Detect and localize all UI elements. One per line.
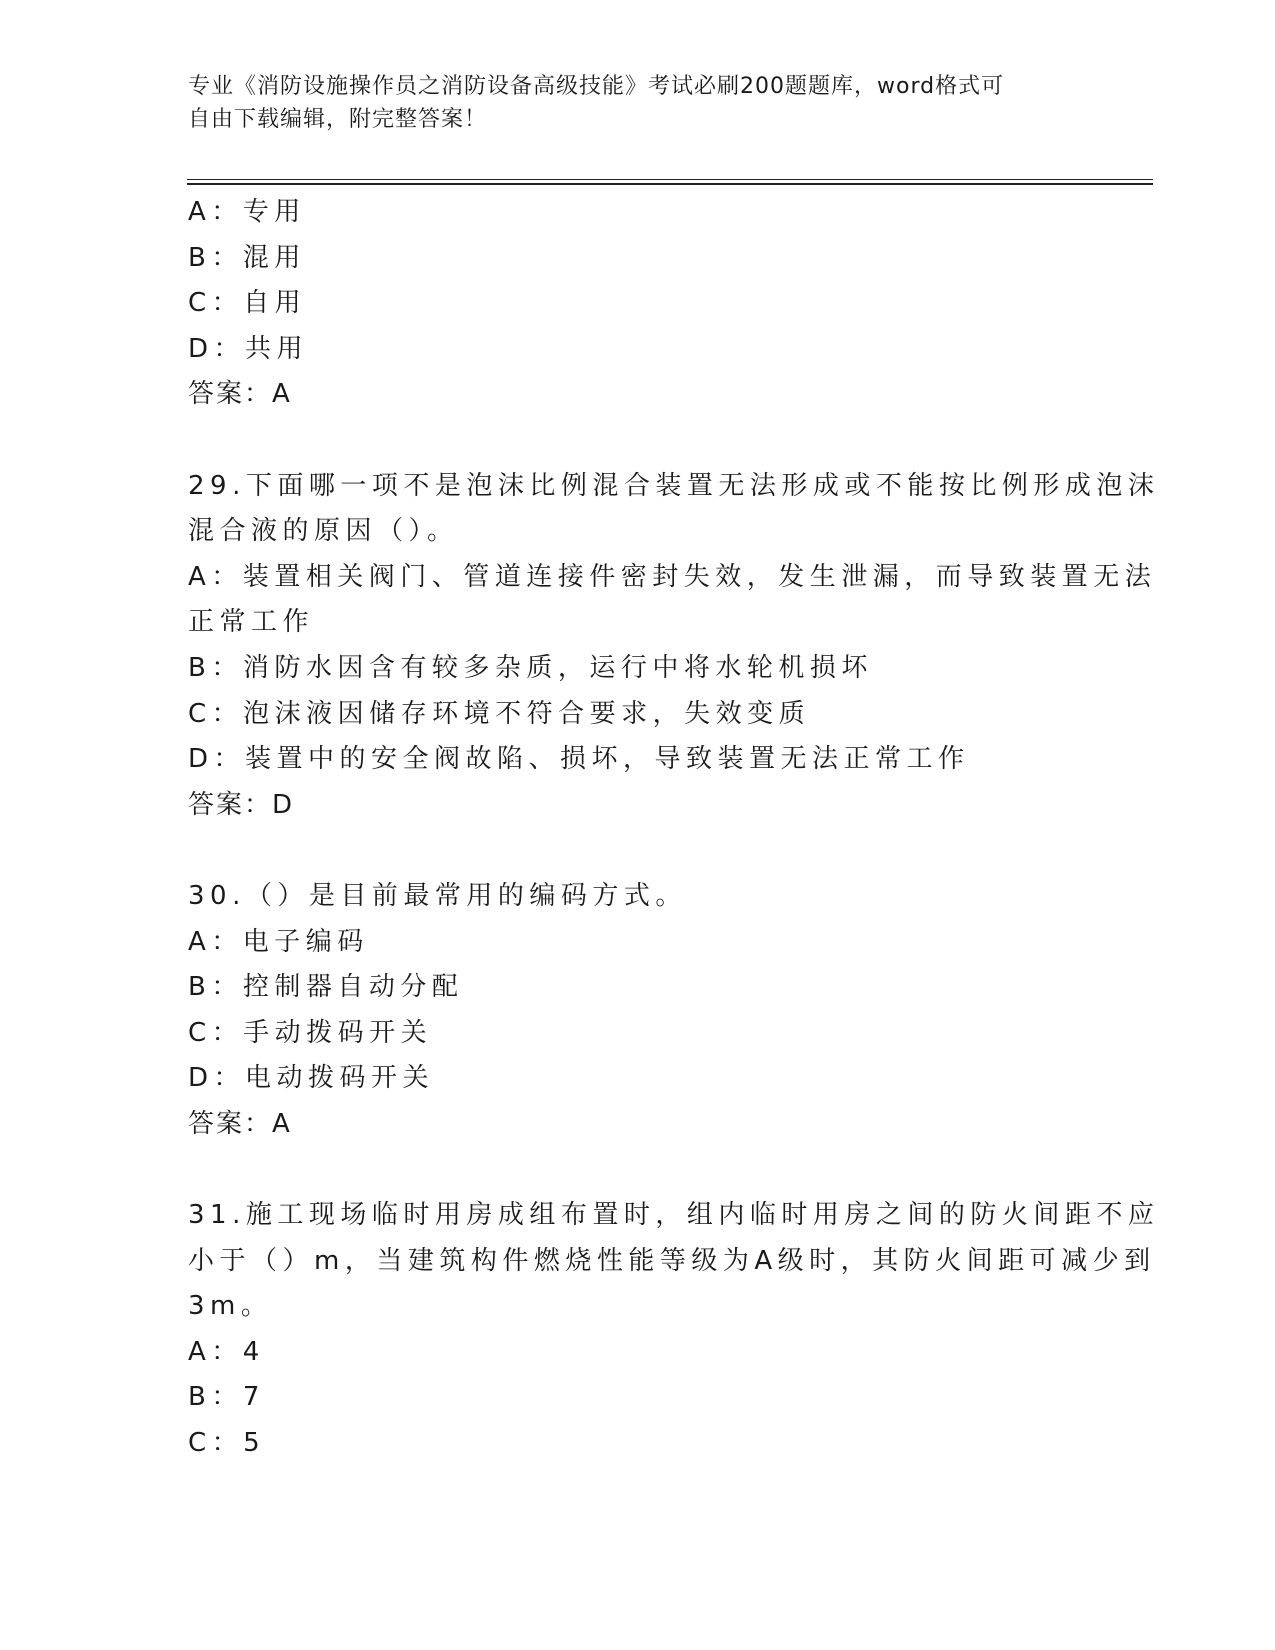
option-c: C：5	[188, 1428, 266, 1459]
option-a: A：装置相关阀门、管道连接件密封失效，发生泄漏，而导致装置无法	[188, 561, 1157, 592]
spacer	[188, 418, 1078, 464]
option-d: D：电动拨码开关	[188, 1063, 435, 1094]
option-a-continued: 正常工作	[188, 607, 315, 638]
spacer	[188, 1147, 1078, 1193]
question-31	[188, 1193, 1160, 1467]
question-29	[188, 464, 1160, 829]
spacer	[188, 828, 1078, 874]
question-stem: 31.施工现场临时用房成组布置时，组内临时用房之间的防火间距不应	[188, 1200, 1160, 1231]
answer: 答案：A	[188, 1108, 292, 1139]
question-stem: 29.下面哪一项不是泡沫比例混合装置无法形成或不能按比例形成泡沫	[188, 470, 1160, 501]
option-a: A：电子编码	[188, 926, 369, 957]
option-c: C：泡沫液因储存环境不符合要求，失效变质	[188, 698, 811, 729]
header-divider-thin	[187, 179, 1153, 180]
question-30	[188, 874, 1078, 1148]
question-stem: 3m。	[188, 1291, 273, 1322]
option-b: B：消防水因含有较多杂质，运行中将水轮机损坏	[188, 652, 873, 683]
option-b: B：7	[188, 1382, 265, 1413]
option-d: D：共用	[188, 333, 309, 364]
option-a: A：4	[188, 1336, 265, 1367]
header-line-2: 自由下载编辑，附完整答案！	[188, 107, 488, 132]
question-stem: 混合液的原因（）。	[188, 516, 459, 547]
option-a: A：专用	[188, 197, 306, 227]
option-c: C：自用	[188, 288, 307, 319]
option-b: B：控制器自动分配	[188, 972, 464, 1003]
option-c: C：手动拨码开关	[188, 1017, 433, 1048]
option-d: D：装置中的安全阀故陷、损坏，导致装置无法正常工作	[188, 744, 970, 775]
question-list	[188, 190, 1160, 1467]
question-stem: 小于（）m，当建筑构件燃烧性能等级为A级时，其防火间距可减少到	[188, 1245, 1156, 1276]
question-stem: 30.（）是目前最常用的编码方式。	[188, 880, 687, 911]
header-divider-thick	[187, 183, 1153, 185]
answer: 答案：D	[188, 789, 295, 820]
document-header	[188, 70, 1088, 136]
header-line-1: 专业《消防设施操作员之消防设备高级技能》考试必刷200题题库，word格式可	[188, 74, 1005, 99]
question-28-tail	[188, 190, 1078, 418]
answer: 答案：A	[188, 379, 292, 410]
option-b: B：混用	[188, 242, 306, 273]
